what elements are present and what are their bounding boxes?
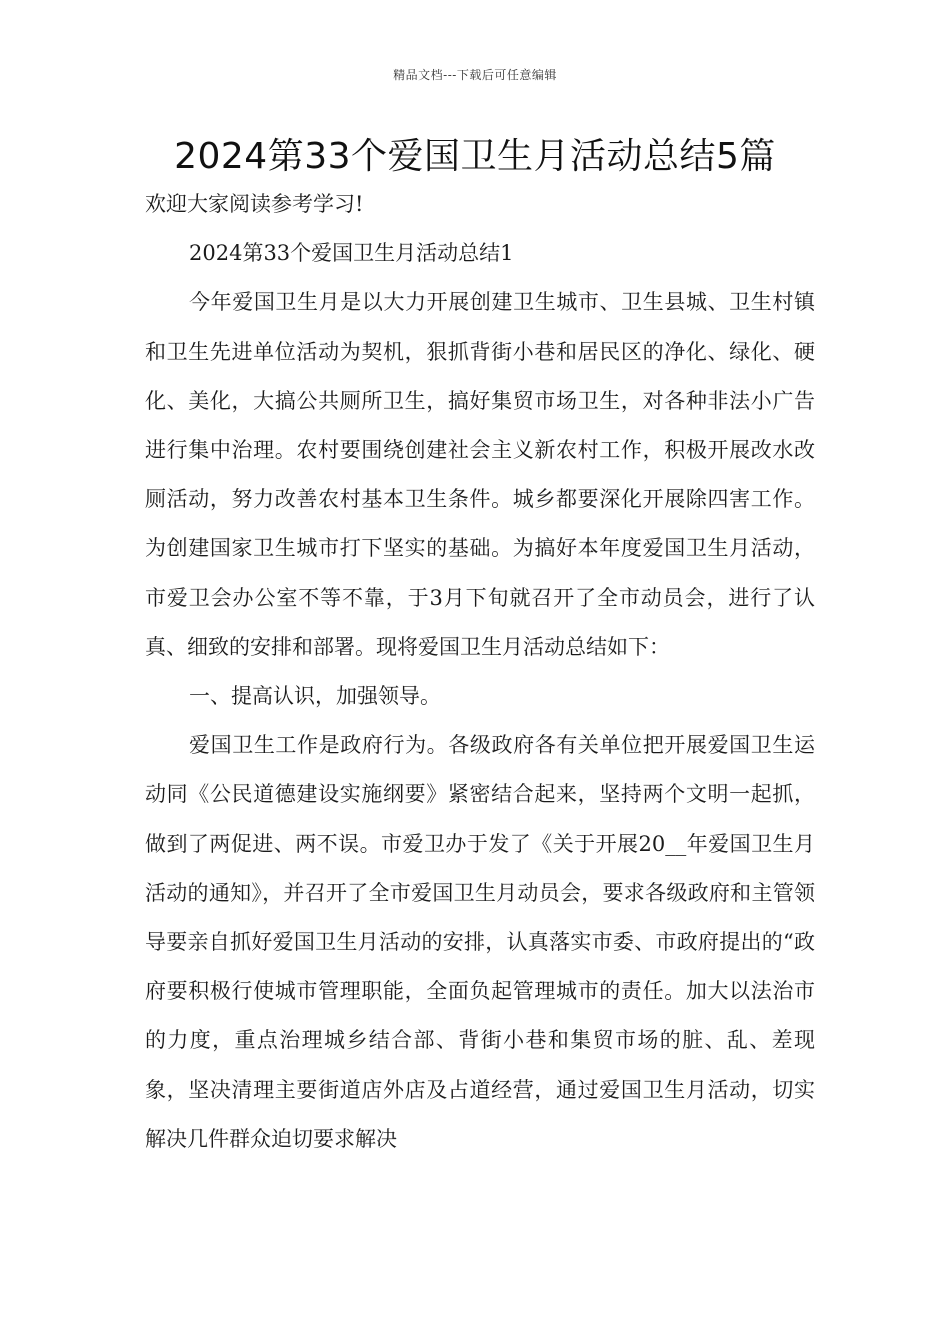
section-heading: 2024第33个爱国卫生月活动总结1 [189,241,514,266]
body-paragraph: 今年爱国卫生月是以大力开展创建卫生城市、卫生县城、卫生村镇和卫生先进单位活动为契机，狠抓背街小巷和居民区的净化、绿化、硬化、美化，大搞公共厕所卫生，搞好集贸市场卫生，对各种非法小广告进行集中治理。农村要围绕创建社会主义新农村工作，积极开展改水改厕活动，努力改善农村基本卫生条件。城乡都要深化开展除四害工作。为创建国家卫生城市打下坚实的基础。为搞好本年度爱国卫生月活动，市爱卫会办公室不等不靠，于3月下旬就召开了全市动员会，进行了认真、细致的安排和部署。现将爱国卫生月活动总结如下： [145,290,815,659]
document-title: 2024第33个爱国卫生月活动总结5篇 [174,136,776,177]
intro-paragraph: 欢迎大家阅读参考学习! [145,192,364,216]
header-note: 精品文档---下载后可任意编辑 [393,68,557,82]
subsection-heading: 一、提高认识，加强领导。 [189,684,441,709]
body-paragraph: 爱国卫生工作是政府行为。各级政府各有关单位把开展爱国卫生运动同《公民道德建设实施纲要》紧密结合起来，坚持两个文明一起抓，做到了两促进、两不误。市爱卫办于发了《关于开展20__年爱国卫生月活动的通知》，并召开了全市爱国卫生月动员会，要求各级政府和主管领导要亲自抓好爱国卫生月活动的安排，认真落实市委、市政府提出的“政府要积极行使城市管理职能，全面负起管理城市的责任。加大以法治市的力度，重点治理城乡结合部、背街小巷和集贸市场的脏、乱、差现象，坚决清理主要街道店外店及占道经营，通过爱国卫生月活动，切实解决几件群众迫切要求解决 [145,733,815,1151]
document-body [145,180,815,1164]
